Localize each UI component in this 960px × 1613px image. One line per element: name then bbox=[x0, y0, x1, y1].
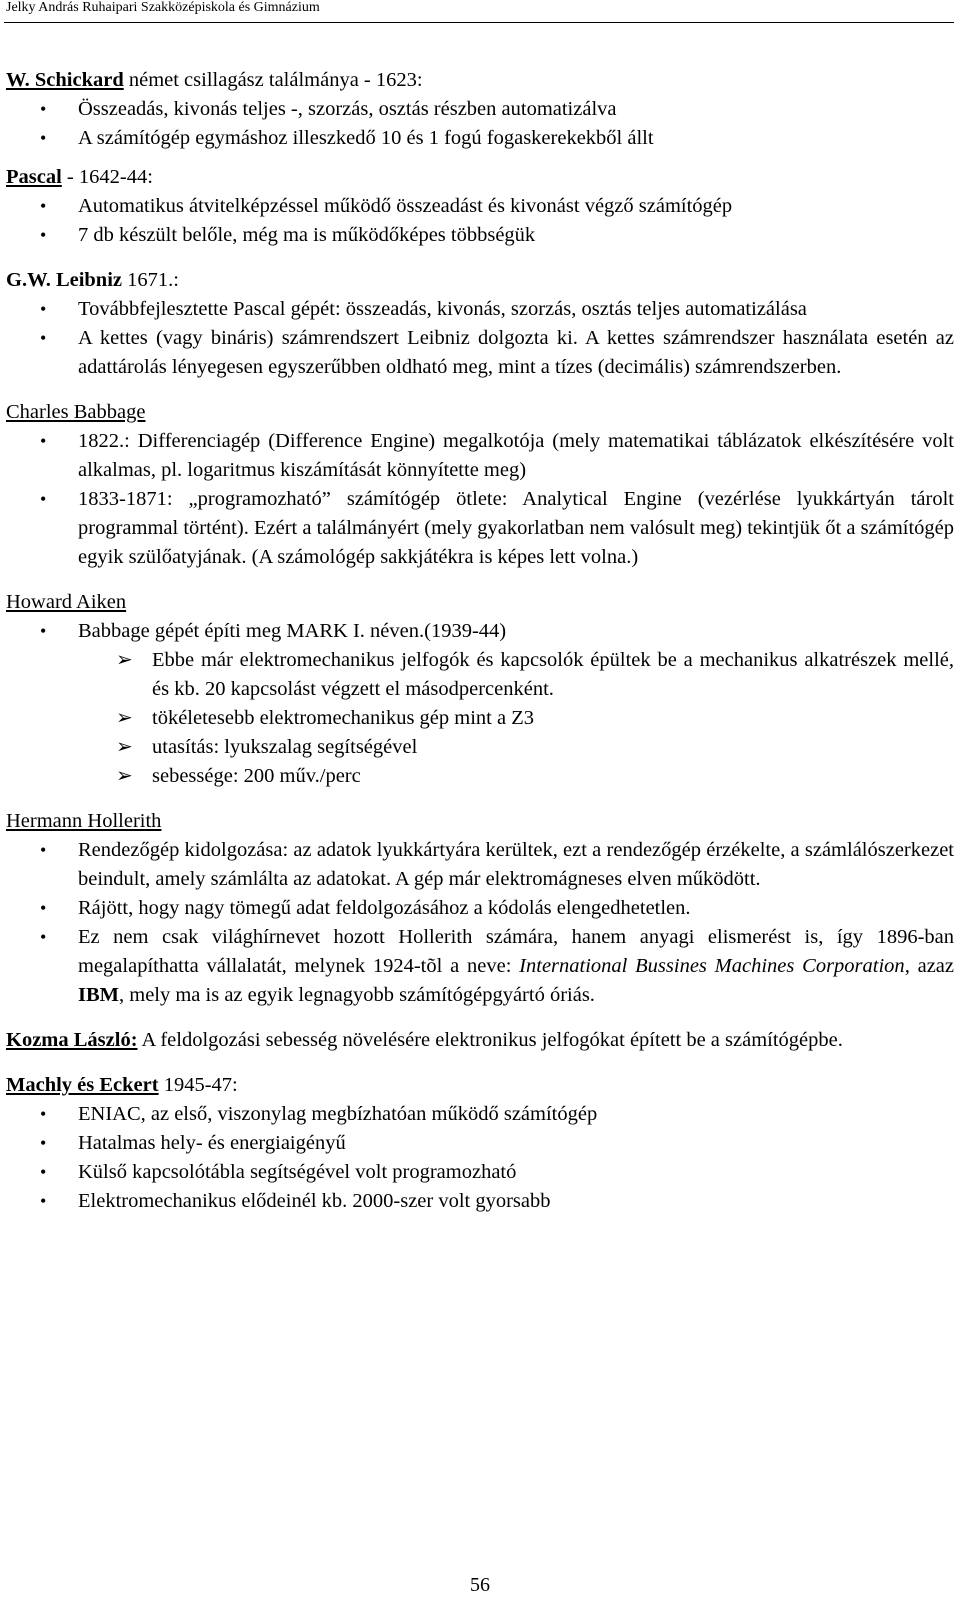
list-item: • Külső kapcsolótábla segítségével volt programozható bbox=[6, 1158, 954, 1187]
section-heading-machly bbox=[6, 1071, 954, 1100]
arrow-list-aiken bbox=[6, 646, 954, 791]
list-item bbox=[6, 923, 954, 1010]
bullet-list-hollerith bbox=[6, 836, 954, 1010]
list-item: ➢ sebessége: 200 műv./perc bbox=[6, 762, 954, 791]
section-kozma bbox=[6, 1026, 954, 1055]
list-item: ➢ utasítás: lyukszalag segítségével bbox=[6, 733, 954, 762]
list-item: • 1833-1871: „programozható” számítógép ötlete: Analytical Engine (vezérlése lyukkártyán tárolt programmal történt). Ezért a találmányért (mely gyakorlatban nem valósult meg) tekintjük őt a számítógép egyik szülőatyjának. (A számológép sakkjátékra is képes lett volna.) bbox=[6, 485, 954, 572]
heading-rest-machly: 1945-47: bbox=[158, 1074, 238, 1096]
hollerith-text-c: , mely ma is az egyik legnagyobb számítógépgyártó óriás. bbox=[119, 984, 595, 1006]
list-item: • Automatikus átvitelképzéssel működő összeadást és kivonást végző számítógép bbox=[6, 192, 954, 221]
name-aiken: Howard Aiken bbox=[6, 591, 127, 613]
list-item: • Rendezőgép kidolgozása: az adatok lyukkártyára kerültek, ezt a rendezőgép érzékelte, a számlálószerkezet beindult, amely számlálta az adatokat. A gép már elektromágneses elven működött. bbox=[6, 836, 954, 894]
list-item: • Rájött, hogy nagy tömegű adat feldolgozásához a kódolás elengedhetetlen. bbox=[6, 894, 954, 923]
document-body bbox=[6, 66, 954, 1216]
list-item: • A számítógép egymáshoz illeszkedő 10 és 1 fogú fogaskerekekből állt bbox=[6, 124, 954, 153]
list-item: ➢ tökéletesebb elektromechanikus gép mint a Z3 bbox=[6, 704, 954, 733]
name-pascal: Pascal bbox=[6, 166, 62, 188]
section-heading-leibniz bbox=[6, 266, 954, 295]
bullet-list-babbage bbox=[6, 427, 954, 572]
section-heading-babbage bbox=[6, 398, 954, 427]
section-heading-schickard bbox=[6, 66, 954, 95]
name-machly-eckert: Machly és Eckert bbox=[6, 1074, 159, 1096]
page-header: Jelky András Ruhaipari Szakközépiskola és Gimnázium bbox=[6, 0, 320, 15]
hollerith-text-a: Ez nem csak világhírnevet hozott Hollerith számára, hanem anyagi elismerést is, így 1896-ban megalapíthatta vállalatát, melynek 1924-tõl a neve: bbox=[78, 926, 954, 977]
ibm-abbreviation: IBM bbox=[78, 984, 119, 1006]
section-heading-aiken bbox=[6, 588, 954, 617]
bullet-list-pascal bbox=[6, 192, 954, 250]
page-number: 56 bbox=[470, 1574, 490, 1596]
bullet-list-schickard bbox=[6, 95, 954, 153]
heading-rest-schickard: német csillagász találmánya - 1623: bbox=[123, 69, 423, 91]
header-rule bbox=[4, 22, 954, 23]
ibm-full-name: International Bussines Machines Corporation bbox=[519, 955, 905, 977]
list-item: • 1822.: Differenciagép (Difference Engine) megalkotója (mely matematikai táblázatok elkészítésére volt alkalmas, pl. logaritmus kiszámítását könnyítette meg) bbox=[6, 427, 954, 485]
list-item: • A kettes (vagy bináris) számrendszert Leibniz dolgozta ki. A kettes számrendszer használata esetén az adattárolás lényegesen egyszerűbben oldható meg, mint a tízes (decimális) számrendszerben. bbox=[6, 324, 954, 382]
bullet-list-aiken bbox=[6, 617, 954, 646]
section-heading-hollerith bbox=[6, 807, 954, 836]
list-item: • ENIAC, az első, viszonylag megbízhatóan működő számítógép bbox=[6, 1100, 954, 1129]
name-kozma: Kozma László: bbox=[6, 1029, 138, 1051]
list-item: • Elektromechanikus elődeinél kb. 2000-szer volt gyorsabb bbox=[6, 1187, 954, 1216]
section-heading-pascal bbox=[6, 163, 954, 192]
list-item: • Továbbfejlesztette Pascal gépét: összeadás, kivonás, szorzás, osztás teljes automatizálása bbox=[6, 295, 954, 324]
list-item: • Összeadás, kivonás teljes -, szorzás, osztás részben automatizálva bbox=[6, 95, 954, 124]
list-item: • 7 db készült belőle, még ma is működőképes többségük bbox=[6, 221, 954, 250]
kozma-text: A feldolgozási sebesség növelésére elektronikus jelfogókat épített be a számítógépbe. bbox=[137, 1029, 843, 1051]
bullet-list-machly bbox=[6, 1100, 954, 1216]
bullet-list-leibniz bbox=[6, 295, 954, 382]
list-item: • Babbage gépét építi meg MARK I. néven.(1939-44) bbox=[6, 617, 954, 646]
name-leibniz: G.W. Leibniz bbox=[6, 269, 123, 291]
hollerith-text-b: , azaz bbox=[904, 955, 954, 977]
heading-rest-pascal: - 1642-44: bbox=[61, 166, 153, 188]
name-schickard: W. Schickard bbox=[6, 69, 124, 91]
list-item: ➢ Ebbe már elektromechanikus jelfogók és kapcsolók épültek be a mechanikus alkatrészek mellé, és kb. 20 kapcsolást végzett el másodpercenként. bbox=[6, 646, 954, 704]
heading-rest-leibniz: 1671.: bbox=[122, 269, 179, 291]
name-hollerith: Hermann Hollerith bbox=[6, 810, 162, 832]
list-item: • Hatalmas hely- és energiaigényű bbox=[6, 1129, 954, 1158]
name-babbage: Charles Babbage bbox=[6, 401, 146, 423]
